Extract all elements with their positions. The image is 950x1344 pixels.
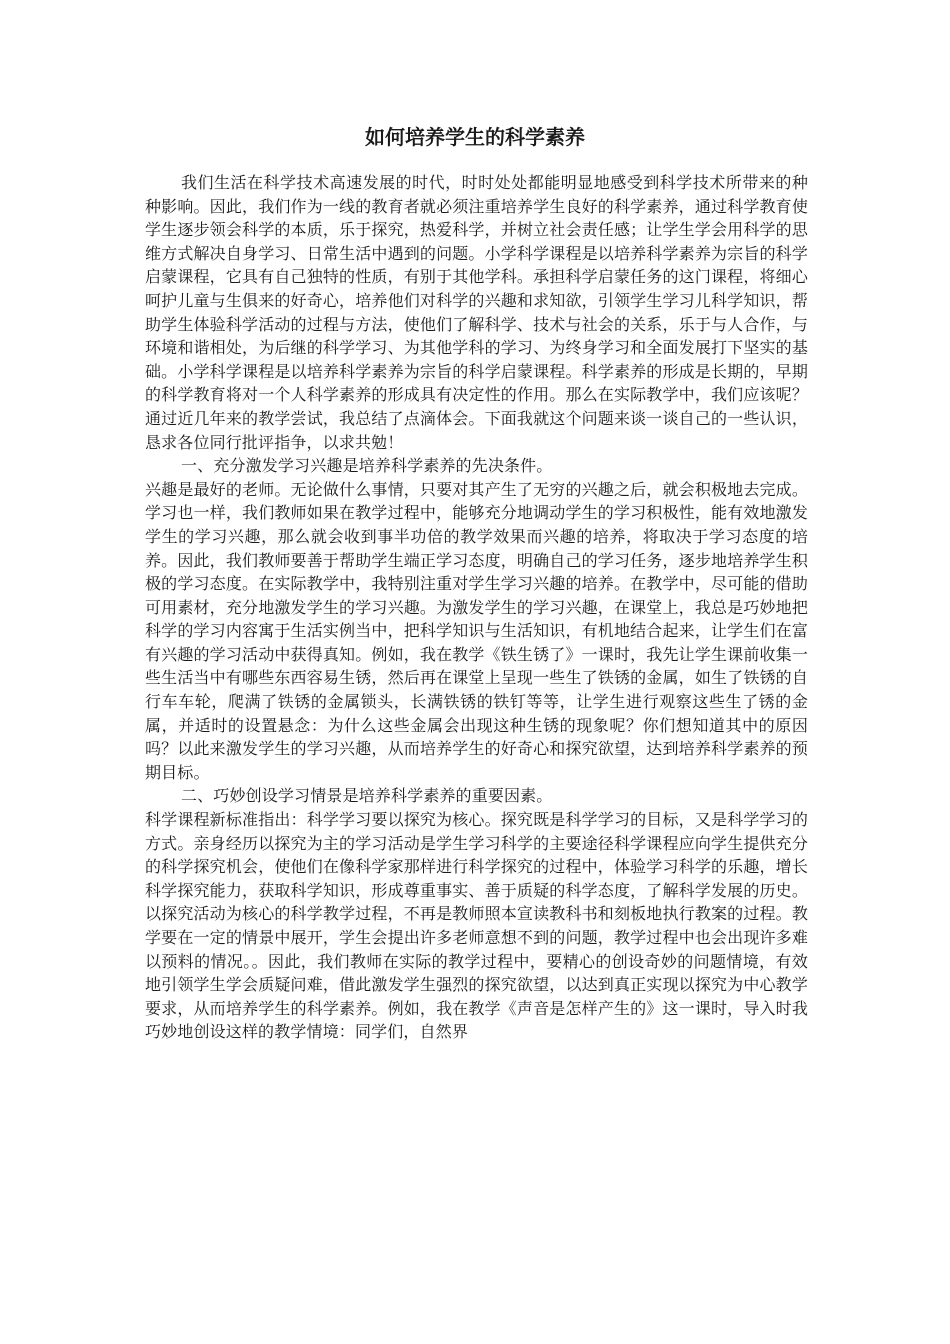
section-heading-2: 二、巧妙创设学习情景是培养科学素养的重要因素。 [181,786,553,806]
section-1-paragraph: 兴趣是最好的老师。无论做什么事情，只要对其产生了无穷的兴趣之后，就会积极地去完成。学习也一样，我们教师如果在教学过程中，能够充分地调动学生的学习积极性，能有效地激发学生的学习兴趣，那么就会收到事半功倍的教学效果而兴趣的培养，将取决于学习态度的培养。因此，我们教师要善于帮助学生端正学习态度，明确自己的学习任务，逐步地培养学生积极的学习态度。在实际教学中，我特别注重对学生学习兴趣的培养。在教学中，尽可能的借助可用素材，充分地激发学生的学习兴趣。为激发学生的学习兴趣，在课堂上，我总是巧妙地把科学的学习内容寓于生活实例当中，把科学知识与生活知识，有机地结合起来，让学生们在富有兴趣的学习活动中获得真知。例如，我在教学《铁生锈了》一课时，我先让学生课前收集一些生活当中有哪些东西容易生锈，然后再在课堂上呈现一些生了铁锈的金属，如生了铁锈的自行车车轮，爬满了铁锈的金属锁头，长满铁锈的铁钉等等，让学生进行观察这些生了锈的金属，并适时的设置悬念：为什么这些金属会出现这种生锈的现象呢？你们想知道其中的原因吗？以此来激发学生的学习兴趣，从而培养学生的好奇心和探究欲望，达到培养科学素养的预期目标。 [145,479,808,782]
document-body [145,171,808,1044]
section-heading-1: 一、充分激发学习兴趣是培养科学素养的先决条件。 [181,456,553,476]
section-2-paragraph: 科学课程新标准指出：科学学习要以探究为核心。探究既是科学学习的目标，又是科学学习的方式。亲身经历以探究为主的学习活动是学生学习科学的主要途径科学课程应向学生提供充分的科学探究机会，使他们在像科学家那样进行科学探究的过程中，体验学习科学的乐趣，增长科学探究能力，获取科学知识，形成尊重事实、善于质疑的科学态度，了解科学发展的历史。以探究活动为核心的科学教学过程，不再是教师照本宣读教科书和刻板地执行教案的过程。教学要在一定的情景中展开，学生会提出许多老师意想不到的问题，教学过程中也会出现许多难以预料的情况。。因此，我们教师在实际的教学过程中，要精心的创设奇妙的问题情境，有效地引领学生学会质疑问难，借此激发学生强烈的探究欲望，以达到真正实现以探究为中心教学要求，从而培养学生的科学素养。例如，我在教学《声音是怎样产生的》这一课时，导入时我巧妙地创设这样的教学情境：同学们，自然界 [145,810,808,1042]
document-title: 如何培养学生的科学素养 [365,125,585,149]
intro-paragraph: 我们生活在科学技术高速发展的时代，时时处处都能明显地感受到科学技术所带来的种种影响。因此，我们作为一线的教育者就必须注重培养学生良好的科学素养，通过科学教育使学生逐步领会科学的本质，乐于探究，热爱科学，并树立社会责任感；让学生学会用科学的思维方式解决自身学习、日常生活中遇到的问题。小学科学课程是以培养科学素养为宗旨的科学启蒙课程，它具有自己独特的性质，有别于其他学科。承担科学启蒙任务的这门课程，将细心呵护儿童与生俱来的好奇心，培养他们对科学的兴趣和求知欲，引领学生学习儿科学知识，帮助学生体验科学活动的过程与方法，使他们了解科学、技术与社会的关系，乐于与人合作，与环境和谐相处，为后继的科学学习、为其他学科的学习、为终身学习和全面发展打下坚实的基础。小学科学课程是以培养科学素养为宗旨的科学启蒙课程。科学素养的形成是长期的，早期的科学教育将对一个人科学素养的形成具有决定性的作用。那么在实际教学中，我们应该呢？通过近几年来的教学尝试，我总结了点滴体会。下面我就这个问题来谈一谈自己的一些认识，恳求各位同行批评指争，以求共勉！ [145,173,808,452]
